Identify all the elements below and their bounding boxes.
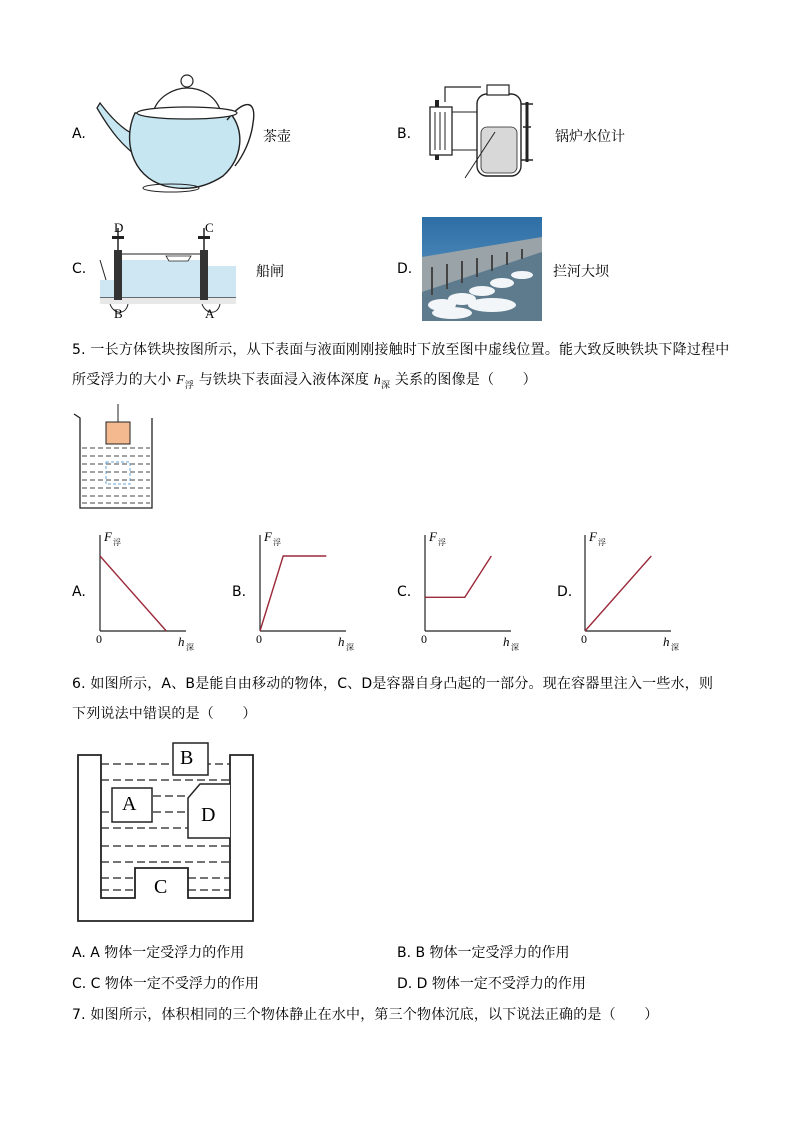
origin-label: 0 [581, 632, 587, 646]
block-label-b: B [180, 747, 194, 769]
q6-option-d: D. D 物体一定不受浮力的作用 [397, 976, 586, 992]
x-axis-label: h [178, 634, 185, 649]
lock-label-d: D [114, 220, 124, 235]
x-axis-subscript: 深 [671, 643, 679, 652]
graph-option-letter: D. [557, 584, 573, 600]
option-letter: B. [397, 126, 412, 142]
question-6-line1 [72, 673, 713, 693]
y-axis-subscript: 浮 [113, 538, 121, 547]
option-caption: 茶壶 [263, 129, 291, 145]
y-axis-subscript: 浮 [273, 538, 281, 547]
y-axis-label: F [264, 529, 272, 544]
question-text: 所受浮力的大小 [72, 372, 172, 388]
graph-option-letter: A. [72, 584, 86, 600]
question-text: 与铁块下表面浸入液体深度 [198, 372, 370, 388]
question-5-line2 [72, 369, 537, 391]
boiler-gauge-icon [425, 82, 550, 182]
lock-label-a: A [205, 306, 215, 321]
origin-label: 0 [256, 632, 262, 646]
series-line [260, 556, 326, 631]
x-axis-label: h [338, 634, 345, 649]
option-caption: 锅炉水位计 [555, 129, 625, 145]
q6-option-a: A. A 物体一定受浮力的作用 [72, 945, 245, 961]
option-caption: 拦河大坝 [553, 264, 609, 280]
x-axis-subscript: 深 [346, 643, 354, 652]
question-text: 如图所示，A、B是能自由移动的物体，C、D是容器自身凸起的一部分。现在容器里注入一些水，则 [90, 676, 714, 692]
origin-label: 0 [421, 632, 427, 646]
q6-option-c: C. C 物体一定不受浮力的作用 [72, 976, 259, 992]
graph-option-b [254, 527, 354, 652]
y-axis-label: F [589, 529, 597, 544]
beaker-figure [72, 404, 157, 510]
question-number: 6. [72, 676, 86, 692]
question-text: 关系的图像是（ ） [394, 372, 537, 388]
dam-photo-icon [422, 217, 542, 321]
y-axis-label: F [104, 529, 112, 544]
bump-label-d: D [201, 804, 216, 826]
question-number: 5. [72, 342, 86, 358]
question-text: 一长方体铁块按图所示，从下表面与液面刚刚接触时下放至图中虚线位置。能大致反映铁块下降过程中 [90, 342, 730, 358]
graph-option-letter: B. [232, 584, 247, 600]
question-text: 如图所示，体积相同的三个物体静止在水中，第三个物体沉底，以下说法正确的是（ ） [90, 1007, 659, 1023]
option-letter: D. [397, 261, 413, 277]
lock-label-c: C [205, 220, 214, 235]
question-number: 7. [72, 1007, 86, 1023]
lock-label-b: B [114, 306, 123, 321]
origin-label: 0 [96, 632, 102, 646]
series-line [100, 556, 166, 631]
option-letter: C. [72, 261, 87, 277]
y-axis-subscript: 浮 [598, 538, 606, 547]
question-6-line2: 下列说法中错误的是（ ） [72, 706, 257, 722]
option-letter: A. [72, 126, 86, 142]
x-axis-subscript: 深 [511, 643, 519, 652]
graph-option-c [419, 527, 519, 652]
option-caption: 船闸 [256, 264, 284, 280]
x-axis-subscript: 深 [186, 643, 194, 652]
series-line [585, 556, 651, 631]
x-axis-label: h [503, 634, 510, 649]
graph-option-letter: C. [397, 584, 412, 600]
question-5-line1 [72, 339, 729, 359]
bump-label-c: C [154, 876, 168, 898]
y-axis-label: F [429, 529, 437, 544]
teapot-icon [95, 68, 255, 193]
graph-option-a [94, 527, 194, 652]
series-line [425, 556, 491, 597]
q6-option-b: B. B 物体一定受浮力的作用 [397, 945, 570, 961]
h-subscript: 深 [380, 380, 391, 391]
f-symbol: F [176, 373, 185, 388]
graph-option-d [579, 527, 679, 652]
x-axis-label: h [663, 634, 670, 649]
question-7 [72, 1004, 658, 1024]
block-label-a: A [122, 793, 137, 815]
y-axis-subscript: 浮 [438, 538, 446, 547]
h-symbol: h [373, 373, 381, 388]
f-subscript: 浮 [184, 380, 195, 391]
